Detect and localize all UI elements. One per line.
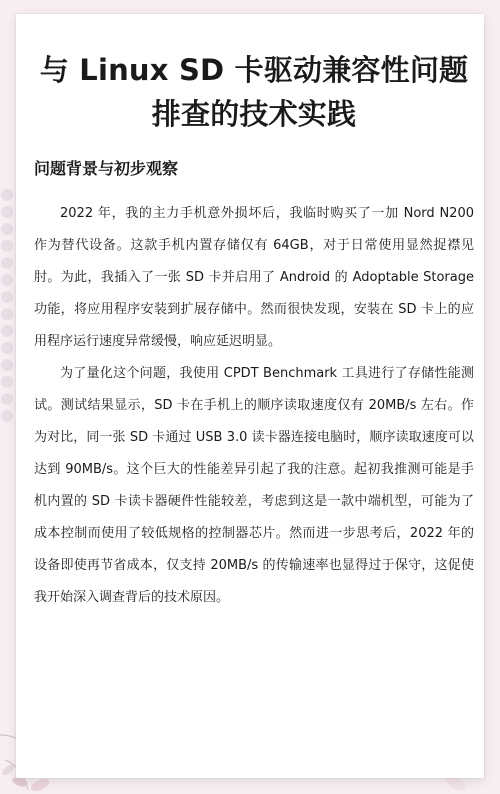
paragraph-benchmark: 为了量化这个问题，我使用 CPDT Benchmark 工具进行了存储性能测试。测试结果显示，SD 卡在手机上的顺序读取速度仅有 20MB/s 左右。作为对比，同一张 SD 卡通过 USB 3.0 读卡器连接电脑时，顺序读取速度可以达到 90MB/s。这个巨大的性能差异引起了我的注意。起初我推测可能是手机内置的 SD 卡读卡器硬件性能较差，考虑到这是一款中端机型，可能为了成本控制而使用了较低规格的控制器芯片。然而进一步思考后，2022 年的设备即使再节省成本，仅支持 20MB/s 的传输速率也显得过于保守，这促使我开始深入调查背后的技术原因。 bbox=[34, 366, 474, 605]
paragraph-background: 2022 年，我的主力手机意外损坏后，我临时购买了一加 Nord N200 作为替代设备。这款手机内置存储仅有 64GB，对于日常使用显然捉襟见肘。为此，我插入了一张 SD 卡并启用了 Android 的 Adoptable Storage 功能，将应用程序安装到扩展存储中。然而很快发现，安装在 SD 卡上的应用程序运行速度异常缓慢，响应延迟明显。 bbox=[34, 206, 474, 349]
section-heading: 问题背景与初步观察 bbox=[34, 159, 179, 178]
article-title: 与 Linux SD 卡驱动兼容性问题排查的技术实践 bbox=[39, 53, 469, 131]
article-content bbox=[34, 48, 474, 614]
